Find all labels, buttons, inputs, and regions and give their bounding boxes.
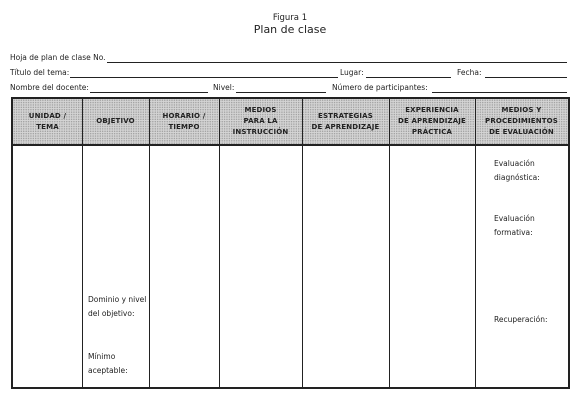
hoja-plan-line [107,62,567,63]
header-line: DE APRENDIZAJE [397,117,466,125]
nombre-docente-label: Nombre del docente: [10,83,89,92]
nivel-line [236,92,326,93]
text-line: Dominio y nivel [88,295,147,304]
evaluacion-diagnostica-text [494,157,540,185]
header-line: DE EVALUACIÓN [489,128,554,136]
header-line: ESTRATEGIAS [318,111,373,120]
recuperacion-text: Recuperación: [494,315,548,324]
participantes-label: Número de participantes: [332,83,428,92]
text-line: del objetivo: [88,309,135,318]
text-line: aceptable: [88,366,128,375]
fecha-line [485,77,567,78]
field-row-titulo [10,67,570,79]
header-line: HORARIO / [162,111,206,120]
plan-table [11,97,570,389]
participantes-line [432,92,567,93]
header-line: TEMA [36,122,59,131]
field-row-docente [10,82,570,94]
header-line: INSTRUCCIÓN [232,128,289,136]
text-line: formativa: [494,228,533,237]
fecha-label: Fecha: [457,68,482,77]
header-line: PROCEDIMIENTOS [485,117,558,125]
text-line: Evaluación [494,159,535,168]
header-line: TIEMPO [168,122,200,131]
header-unidad-tema [13,99,82,144]
text-line: Evaluación [494,214,535,223]
nombre-docente-line [90,92,208,93]
header-line: DE APRENDIZAJE [311,122,380,131]
text-line: diagnóstica: [494,173,540,182]
header-line: PARA LA [243,117,278,125]
header-evaluacion [475,99,568,144]
header-line: UNIDAD / [28,111,67,120]
evaluacion-formativa-text [494,212,535,240]
header-line: MEDIOS [244,106,277,114]
lugar-label: Lugar: [340,68,364,77]
titulo-tema-line [70,77,338,78]
header-objetivo [82,99,149,144]
minimo-aceptable-text [88,350,128,378]
header-horario-tiempo [149,99,219,144]
field-row-hoja [10,52,570,64]
header-medios-instruccion [219,99,302,144]
figure-label: Figura 1 [272,13,308,23]
header-line: MEDIOS Y [501,106,542,114]
header-line: PRÁCTICA [411,128,453,136]
header-experiencia [389,99,475,144]
nivel-label: Nivel: [213,83,235,92]
titulo-tema-label: Título del tema: [10,68,70,77]
header-line: EXPERIENCIA [405,106,459,114]
figure-title: Plan de clase [253,23,327,36]
text-line: Mínimo [88,352,116,361]
header-estrategias [302,99,389,144]
hoja-plan-label: Hoja de plan de clase No. [10,53,106,62]
lugar-line [366,77,451,78]
dominio-nivel-text [88,293,146,321]
header-line: OBJETIVO [96,117,135,125]
